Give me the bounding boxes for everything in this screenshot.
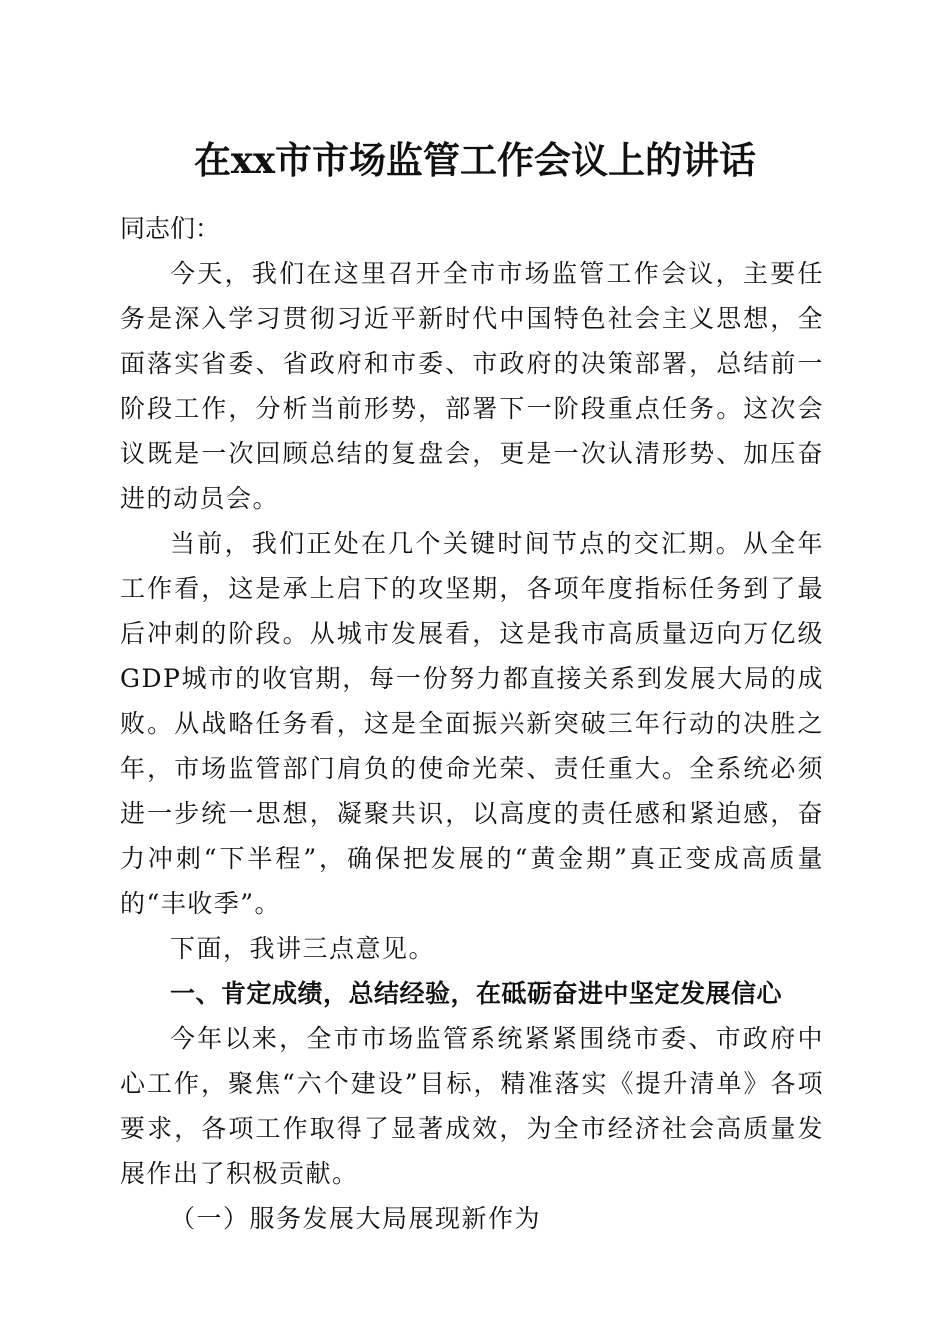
salutation: 同志们： xyxy=(120,214,221,243)
paragraph-situation: 当前，我们正处在几个关键时间节点的交汇期。从全年工作看，这是承上启下的攻坚期，各项年度指标任务到了最后冲刺的阶段。从城市发展看，这是我市高质量迈向万亿级GDP城市的收官期，每一份努力都直接关系到发展大局的成败。从战略任务看，这是全面振兴新突破三年行动的决胜之年，市场监管部门肩负的使命光荣、责任重大。全系统必须进一步统一思想，凝聚共识，以高度的责任感和紧迫感，奋力冲刺“下半程”，确保把发展的“黄金期”真正变成高质量的“丰收季”。 xyxy=(120,529,824,918)
section-heading: 一、肯定成绩，总结经验，在砥砺奋进中坚定发展信心 xyxy=(170,979,783,1008)
document-body xyxy=(120,206,824,1241)
paragraph-intro: 今天，我们在这里召开全市市场监管工作会议，主要任务是深入学习贯彻习近平新时代中国特色社会主义思想，全面落实省委、省政府和市委、市政府的决策部署，总结前一阶段工作，分析当前形势，部署下一阶段重点任务。这次会议既是一次回顾总结的复盘会，更是一次认清形势、加压奋进的动员会。 xyxy=(120,259,824,513)
document-title: 在xx市市场监管工作会议上的讲话 xyxy=(193,138,757,182)
section-paragraph: 今年以来，全市市场监管系统紧紧围绕市委、市政府中心工作，聚焦“六个建设”目标，精准落实《提升清单》各项要求，各项工作取得了显著成效，为全市经济社会高质量发展作出了积极贡献。 xyxy=(120,1024,824,1188)
paragraph-outline: 下面，我讲三点意见。 xyxy=(170,934,436,963)
subsection-heading: （一）服务发展大局展现新作为 xyxy=(170,1204,542,1233)
